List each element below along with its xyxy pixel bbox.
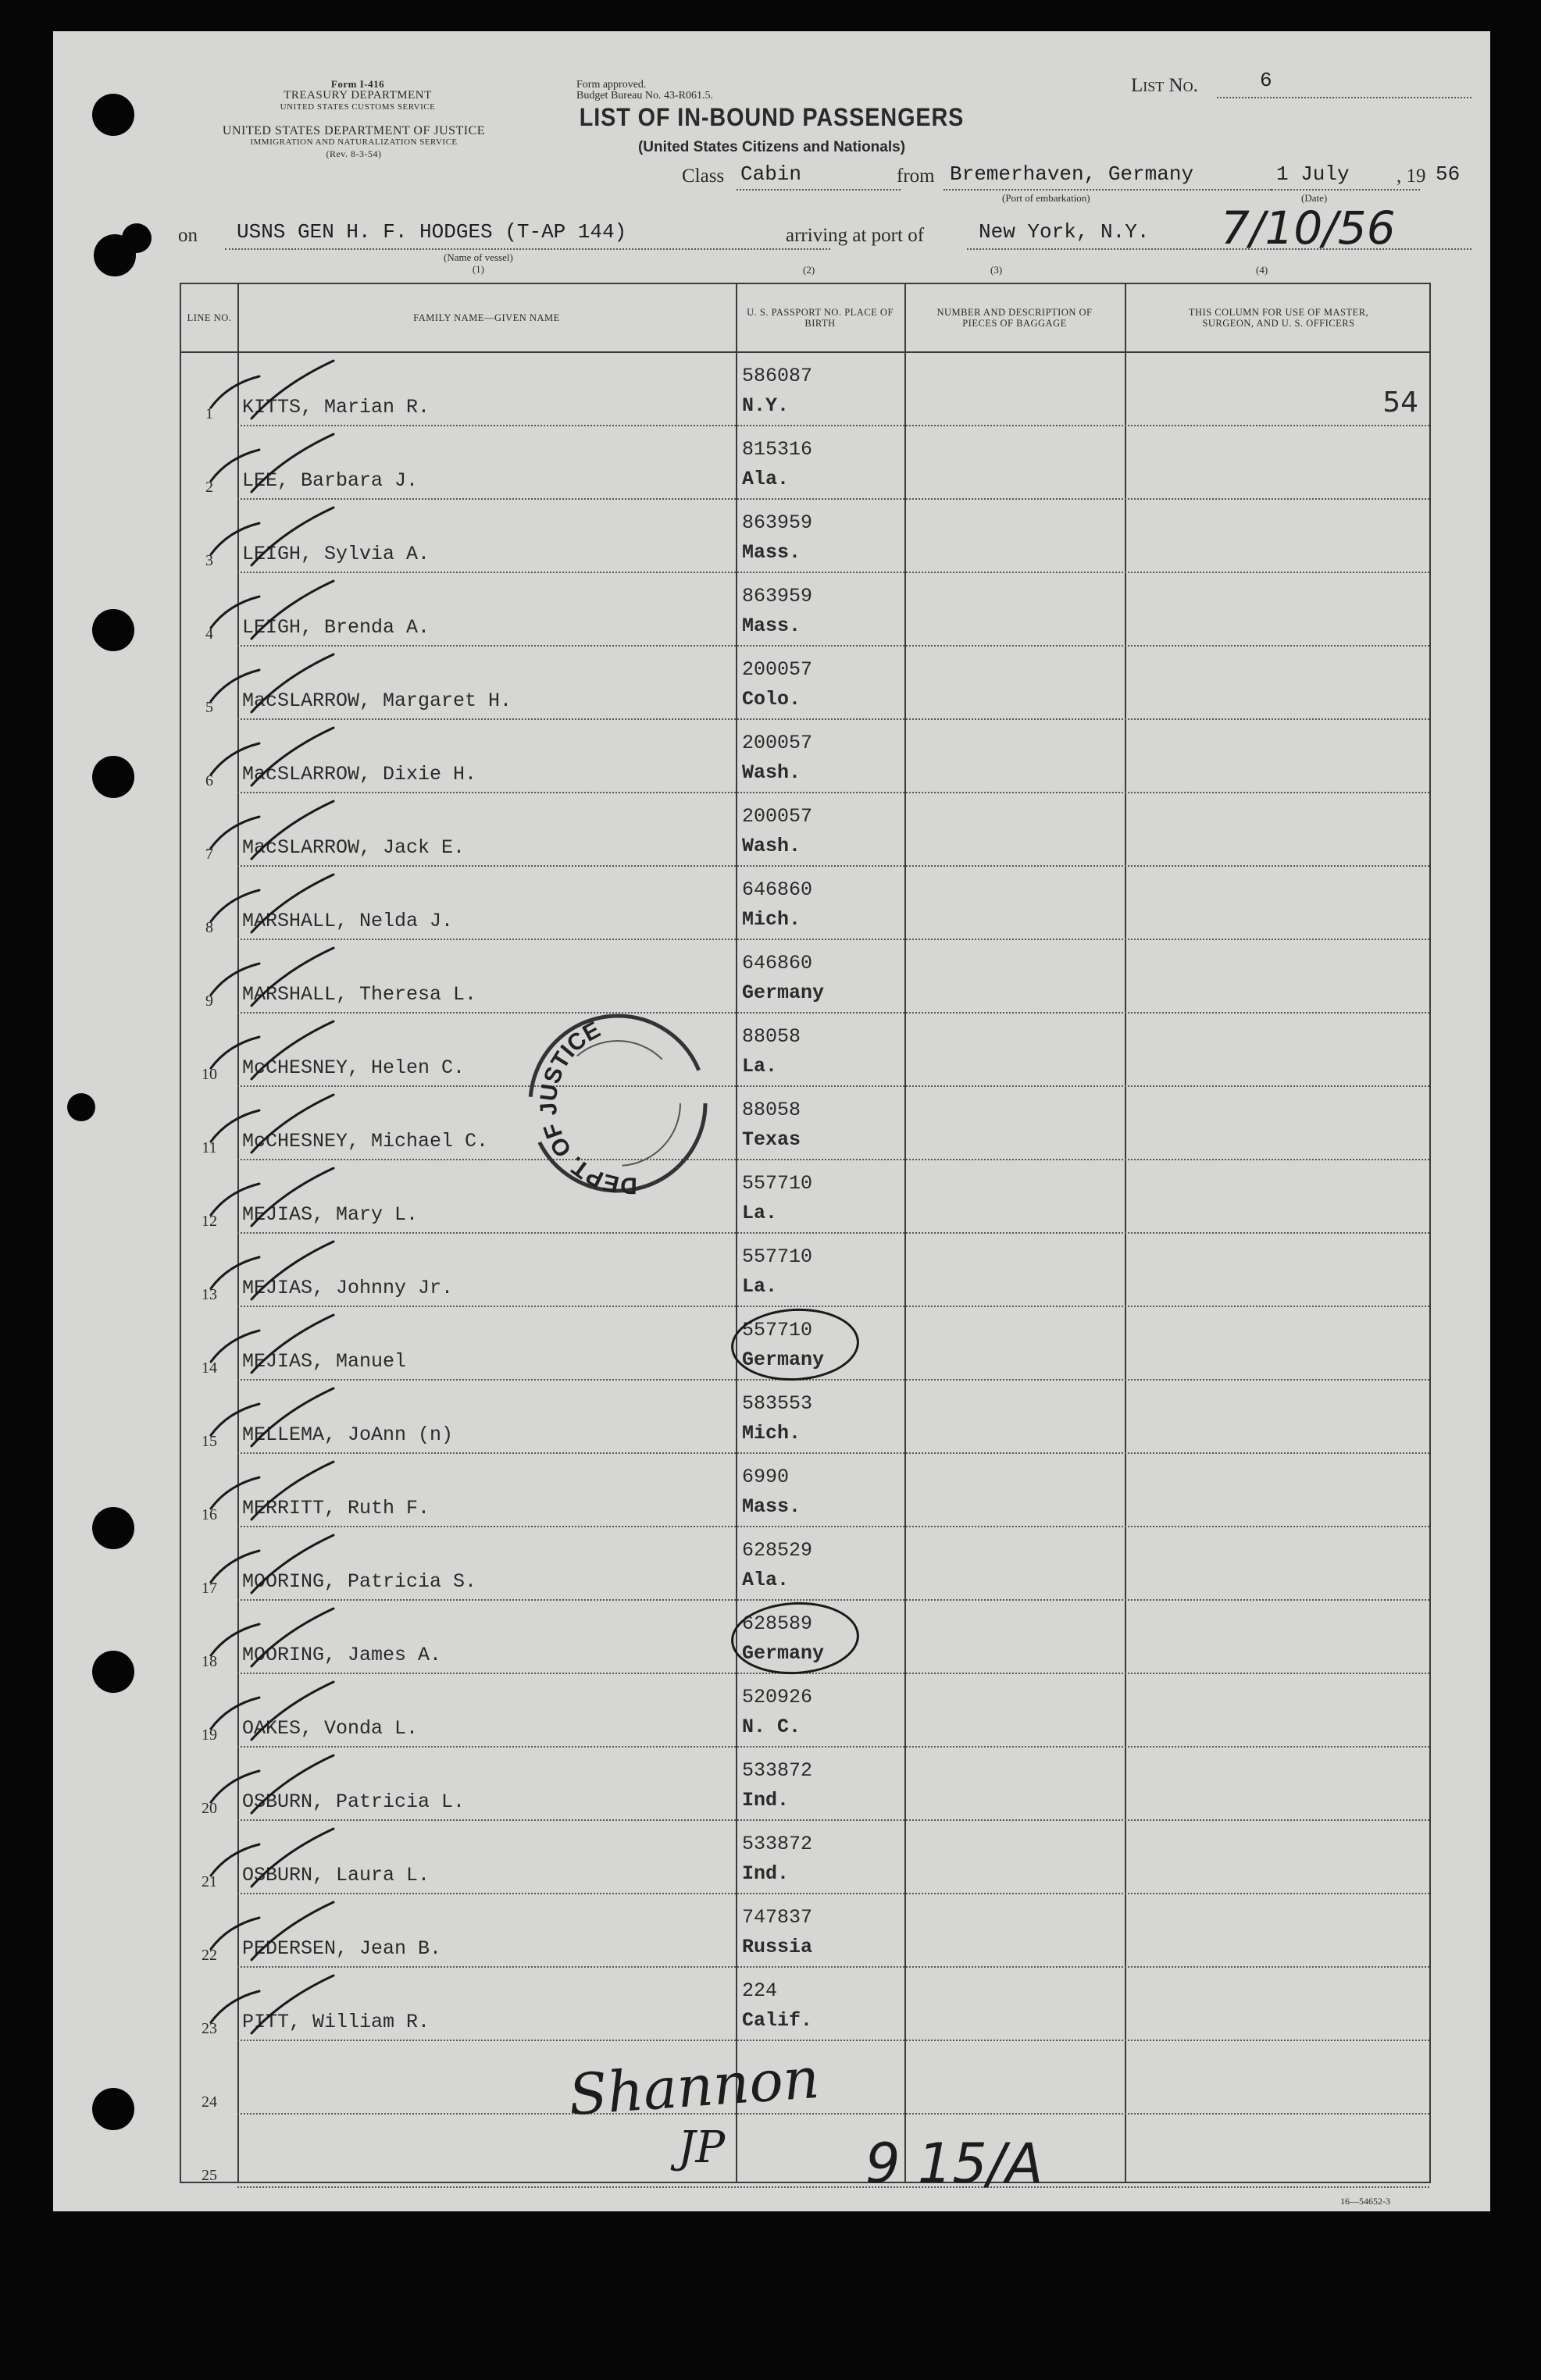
justice-dept: UNITED STATES DEPARTMENT OF JUSTICE bbox=[222, 124, 486, 137]
line-number: 22 bbox=[202, 1947, 217, 1964]
line-number: 17 bbox=[202, 1580, 217, 1597]
from-caption: (Port of embarkation) bbox=[1002, 192, 1090, 204]
vessel-caption-block bbox=[444, 251, 513, 275]
page-subtitle: (United States Citizens and Nationals) bbox=[637, 139, 906, 155]
line-number: 24 bbox=[202, 2093, 217, 2111]
table-row bbox=[181, 940, 1429, 1014]
date-underline bbox=[1272, 189, 1420, 191]
port-value: New York, N.Y. bbox=[979, 220, 1150, 244]
place-of-birth: Mich. bbox=[742, 908, 801, 931]
header-line-no: LINE NO. bbox=[187, 312, 232, 323]
passenger-name: OAKES, Vonda L. bbox=[242, 1717, 419, 1740]
table-row bbox=[181, 2115, 1429, 2188]
line-number: 9 bbox=[205, 992, 213, 1010]
col4-caption: (4) bbox=[1256, 264, 1268, 276]
passenger-name: MARSHALL, Theresa L. bbox=[242, 983, 477, 1006]
row-rule bbox=[237, 2186, 1429, 2188]
list-no-label: List No. bbox=[1131, 75, 1198, 96]
handwritten-date: 7/10/56 bbox=[1221, 201, 1396, 255]
line-number: 4 bbox=[205, 625, 213, 643]
table-row bbox=[181, 1601, 1429, 1674]
line-number: 6 bbox=[205, 772, 213, 789]
line-number: 8 bbox=[205, 919, 213, 936]
place-of-birth: Wash. bbox=[742, 835, 801, 857]
passport-number: 586087 bbox=[742, 365, 813, 387]
passenger-name: PITT, William R. bbox=[242, 2011, 430, 2033]
header-passport: U. S. PASSPORT NO. PLACE OF BIRTH bbox=[747, 307, 894, 329]
header-office-use: THIS COLUMN FOR USE OF MASTER, SURGEON, AND U. S. OFFICERS bbox=[1188, 307, 1369, 329]
table-row bbox=[181, 1968, 1429, 2041]
place-of-birth: La. bbox=[742, 1202, 778, 1224]
passport-number: 6990 bbox=[742, 1466, 790, 1488]
place-of-birth: La. bbox=[742, 1275, 778, 1298]
place-of-birth: Calif. bbox=[742, 2009, 813, 2032]
passport-number: 628589 bbox=[742, 1612, 813, 1635]
table-row bbox=[181, 353, 1429, 426]
passport-number: 863959 bbox=[742, 585, 813, 607]
line-number: 13 bbox=[202, 1286, 217, 1303]
circled-entry bbox=[729, 1599, 861, 1677]
passenger-name: LEE, Barbara J. bbox=[242, 469, 419, 492]
place-of-birth: Ind. bbox=[742, 1789, 790, 1812]
table-row bbox=[181, 1894, 1429, 1968]
line-number: 2 bbox=[205, 479, 213, 496]
stamp-text: DEPT. OF JUSTICE bbox=[535, 1017, 638, 1199]
table-row bbox=[181, 1821, 1429, 1894]
class-label: Class bbox=[682, 166, 725, 187]
table-row bbox=[181, 500, 1429, 573]
customs-service: UNITED STATES CUSTOMS SERVICE bbox=[280, 102, 436, 112]
punch-hole bbox=[92, 2088, 134, 2130]
line-number: 20 bbox=[202, 1800, 217, 1817]
place-of-birth: Texas bbox=[742, 1128, 801, 1151]
punch-hole bbox=[92, 1507, 134, 1549]
passenger-name: MacSLARROW, Jack E. bbox=[242, 836, 466, 859]
passenger-name: MEJIAS, Johnny Jr. bbox=[242, 1277, 454, 1299]
place-of-birth: Ind. bbox=[742, 1862, 790, 1885]
header-baggage: NUMBER AND DESCRIPTION OF PIECES OF BAGGAGE bbox=[936, 307, 1093, 329]
approval-block bbox=[576, 80, 713, 102]
passport-number: 520926 bbox=[742, 1686, 813, 1708]
table-row bbox=[181, 573, 1429, 647]
line-number: 11 bbox=[202, 1139, 217, 1156]
line-number: 16 bbox=[202, 1506, 217, 1523]
place-of-birth: Germany bbox=[742, 982, 825, 1004]
passport-number: 533872 bbox=[742, 1833, 813, 1855]
place-of-birth: Ala. bbox=[742, 1569, 790, 1591]
treasury-dept: TREASURY DEPARTMENT bbox=[284, 89, 432, 102]
line-number: 15 bbox=[202, 1433, 217, 1450]
place-of-birth: Wash. bbox=[742, 761, 801, 784]
line-number: 5 bbox=[205, 699, 213, 716]
document-page bbox=[53, 31, 1490, 2211]
place-of-birth: Germany bbox=[742, 1349, 825, 1371]
passport-number: 224 bbox=[742, 1979, 778, 2002]
passport-number: 200057 bbox=[742, 658, 813, 681]
place-of-birth: Ala. bbox=[742, 468, 790, 490]
passport-number: 583553 bbox=[742, 1392, 813, 1415]
passport-number: 557710 bbox=[742, 1319, 813, 1341]
place-of-birth: Russia bbox=[742, 1936, 813, 1958]
vessel-value: USNS GEN H. F. HODGES (T-AP 144) bbox=[237, 220, 627, 244]
place-of-birth: Mass. bbox=[742, 615, 801, 637]
passenger-name: MOORING, James A. bbox=[242, 1644, 442, 1666]
office-use-mark: 54 bbox=[1382, 387, 1418, 419]
from-value: Bremerhaven, Germany bbox=[950, 162, 1194, 186]
passenger-name: OSBURN, Laura L. bbox=[242, 1864, 430, 1887]
signature: Shannon bbox=[566, 2044, 822, 2129]
place-of-birth: N. C. bbox=[742, 1716, 801, 1738]
table-row bbox=[181, 1381, 1429, 1454]
from-label: from bbox=[897, 166, 935, 187]
list-no-value: 6 bbox=[1260, 69, 1272, 92]
passenger-name: McCHESNEY, Helen C. bbox=[242, 1056, 466, 1079]
circled-entry bbox=[729, 1306, 861, 1384]
passport-number: 747837 bbox=[742, 1906, 813, 1929]
passport-number: 863959 bbox=[742, 511, 813, 534]
line-number: 25 bbox=[202, 2167, 217, 2184]
ins-service: IMMIGRATION AND NATURALIZATION SERVICE bbox=[250, 137, 458, 147]
passport-number: 200057 bbox=[742, 805, 813, 828]
table-row bbox=[181, 793, 1429, 867]
date-value: 1 July bbox=[1276, 162, 1350, 186]
passport-number: 88058 bbox=[742, 1099, 801, 1121]
place-of-birth: La. bbox=[742, 1055, 778, 1078]
line-number: 1 bbox=[205, 405, 213, 422]
table-row bbox=[181, 426, 1429, 500]
place-of-birth: N.Y. bbox=[742, 394, 790, 417]
punch-hole bbox=[92, 1651, 134, 1693]
place-of-birth: Germany bbox=[742, 1642, 825, 1665]
passenger-table bbox=[180, 283, 1431, 2183]
tally-mark: 9 15/A bbox=[865, 2132, 1043, 2196]
passport-number: 557710 bbox=[742, 1172, 813, 1195]
line-number: 19 bbox=[202, 1726, 217, 1744]
form-approved: Form approved. bbox=[576, 79, 647, 91]
table-row bbox=[181, 720, 1429, 793]
table-row bbox=[181, 1674, 1429, 1748]
form-number: Form I-416 bbox=[330, 78, 385, 90]
year-prefix: , 19 bbox=[1397, 166, 1426, 187]
footer-code: 16—54652-3 bbox=[1340, 2196, 1390, 2207]
passenger-name: MERRITT, Ruth F. bbox=[242, 1497, 430, 1520]
passenger-name: MARSHALL, Nelda J. bbox=[242, 910, 454, 932]
class-underline bbox=[737, 189, 901, 191]
passport-number: 88058 bbox=[742, 1025, 801, 1048]
punch-hole bbox=[92, 756, 134, 798]
budget-bureau: Budget Bureau No. 43-R061.5. bbox=[576, 90, 713, 102]
table-row bbox=[181, 1307, 1429, 1381]
punch-hole bbox=[67, 1093, 95, 1121]
vessel-underline bbox=[225, 248, 830, 250]
arriving-label: arriving at port of bbox=[786, 225, 925, 246]
passenger-name: LEIGH, Brenda A. bbox=[242, 616, 430, 639]
justice-stamp bbox=[520, 1006, 715, 1201]
passenger-name: MacSLARROW, Dixie H. bbox=[242, 763, 477, 786]
place-of-birth: Mich. bbox=[742, 1422, 801, 1445]
passenger-name: MEJIAS, Mary L. bbox=[242, 1203, 419, 1226]
passport-number: 533872 bbox=[742, 1759, 813, 1782]
passenger-name: MOORING, Patricia S. bbox=[242, 1570, 477, 1593]
passport-number: 646860 bbox=[742, 878, 813, 901]
on-label: on bbox=[178, 225, 198, 246]
table-row bbox=[181, 867, 1429, 940]
list-no-underline bbox=[1217, 97, 1471, 98]
line-number: 3 bbox=[205, 552, 213, 569]
table-row bbox=[181, 1234, 1429, 1307]
passenger-name: McCHESNEY, Michael C. bbox=[242, 1130, 489, 1153]
revision: (Rev. 8-3-54) bbox=[326, 148, 382, 159]
year-value: 56 bbox=[1436, 162, 1461, 186]
class-value: Cabin bbox=[740, 162, 802, 186]
table-row bbox=[181, 1527, 1429, 1601]
passenger-name: PEDERSEN, Jean B. bbox=[242, 1937, 442, 1960]
table-row bbox=[181, 1014, 1429, 1087]
passport-number: 815316 bbox=[742, 438, 813, 461]
table-row bbox=[181, 1160, 1429, 1234]
col3-caption: (3) bbox=[990, 264, 1003, 276]
passport-number: 646860 bbox=[742, 952, 813, 974]
passenger-name: LEIGH, Sylvia A. bbox=[242, 543, 430, 565]
line-number: 23 bbox=[202, 2020, 217, 2037]
line-number: 12 bbox=[202, 1213, 217, 1230]
passport-number: 628529 bbox=[742, 1539, 813, 1562]
place-of-birth: Colo. bbox=[742, 688, 801, 711]
place-of-birth: Mass. bbox=[742, 1495, 801, 1518]
vessel-caption: (Name of vessel) bbox=[444, 251, 513, 263]
passenger-name: MacSLARROW, Margaret H. bbox=[242, 689, 512, 712]
port-underline bbox=[967, 248, 1471, 250]
passport-number: 557710 bbox=[742, 1245, 813, 1268]
signature-initials: JP bbox=[678, 2122, 726, 2173]
place-of-birth: Mass. bbox=[742, 541, 801, 564]
date-caption: (Date) bbox=[1301, 192, 1328, 204]
table-row bbox=[181, 1454, 1429, 1527]
punch-hole bbox=[122, 223, 152, 253]
line-number: 18 bbox=[202, 1653, 217, 1670]
page-title: LIST OF IN-BOUND PASSENGERS bbox=[579, 103, 965, 131]
from-underline bbox=[944, 189, 1272, 191]
passenger-name: MELLEMA, JoAnn (n) bbox=[242, 1423, 454, 1446]
line-number: 10 bbox=[202, 1066, 217, 1083]
line-number: 21 bbox=[202, 1873, 217, 1890]
passenger-name: KITTS, Marian R. bbox=[242, 396, 430, 419]
table-row bbox=[181, 1748, 1429, 1821]
punch-hole bbox=[92, 609, 134, 651]
table-row bbox=[181, 647, 1429, 720]
col2-caption: (2) bbox=[803, 264, 815, 276]
vessel-col: (1) bbox=[472, 263, 484, 275]
passenger-name: OSBURN, Patricia L. bbox=[242, 1790, 466, 1813]
table-row bbox=[181, 1087, 1429, 1160]
line-number: 14 bbox=[202, 1359, 217, 1377]
line-number: 7 bbox=[205, 846, 213, 863]
header-name: FAMILY NAME—GIVEN NAME bbox=[413, 312, 560, 323]
passenger-name: MEJIAS, Manuel bbox=[242, 1350, 407, 1373]
passport-number: 200057 bbox=[742, 732, 813, 754]
